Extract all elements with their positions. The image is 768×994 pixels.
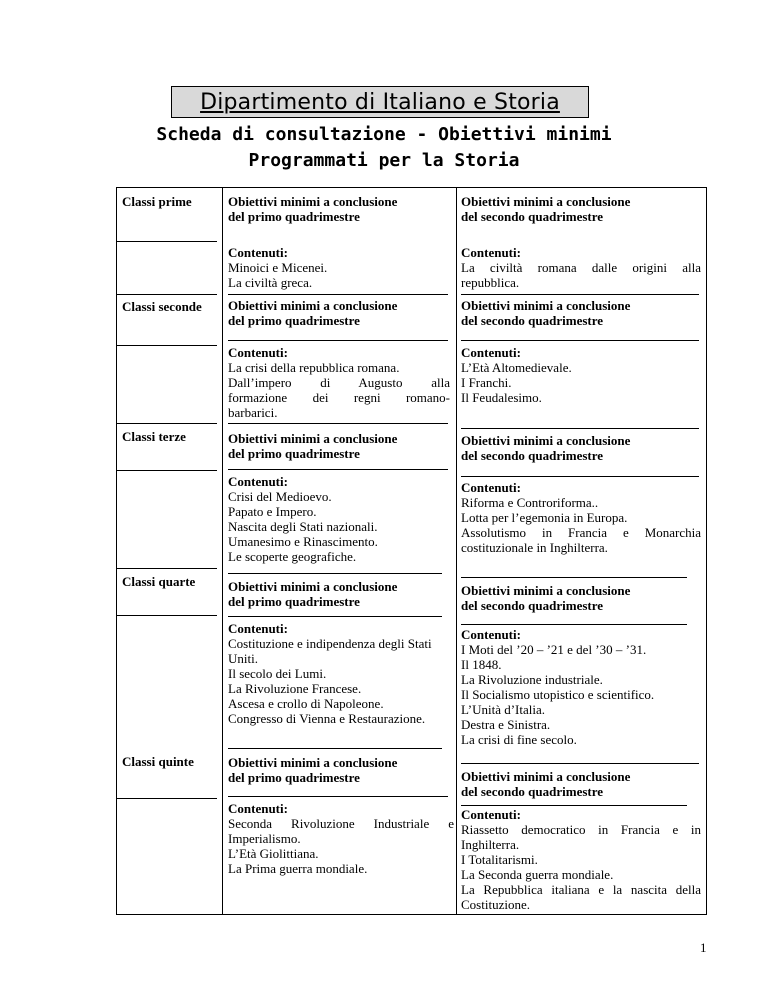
header-second-term: Obiettivi minimi a conclusione del secondo quadrimestre [461, 433, 631, 463]
contents-seconde-second: Contenuti: L’Età Altomedievale. I Franchi. Il Feudalesimo. [461, 345, 572, 405]
row-divider [461, 763, 699, 764]
department-title: Dipartimento di Italiano e Storia [200, 90, 560, 115]
contents-terze-second: Contenuti: Riforma e Controriforma.. Lotta per l’egemonia in Europa. Assolutismo in Francia e Monarchia costituzionale in Inghilterra. [461, 480, 701, 555]
row-divider [228, 748, 442, 749]
row-divider [461, 805, 687, 806]
objectives-table [116, 187, 707, 915]
row-divider [228, 616, 442, 617]
contents-quinte-second: Contenuti: Riassetto democratico in Francia e in Inghilterra. I Totalitarismi. La Seconda guerra mondiale. La Repubblica italiana e la nascita della Costituzione. [461, 807, 701, 912]
row-divider [117, 615, 217, 616]
header-first-term: Obiettivi minimi a conclusione del primo quadrimestre [228, 431, 398, 461]
row-divider [228, 796, 448, 797]
row-divider [228, 294, 448, 295]
header-second-term: Obiettivi minimi a conclusione del secondo quadrimestre [461, 298, 631, 328]
header-second-term: Obiettivi minimi a conclusione del secondo quadrimestre [461, 769, 631, 799]
class-label-quinte: Classi quinte [122, 754, 194, 769]
row-divider [461, 577, 687, 578]
row-divider [117, 423, 217, 424]
row-divider [228, 423, 448, 424]
header-second-term: Obiettivi minimi a conclusione del secondo quadrimestre [461, 194, 631, 224]
class-label-quarte: Classi quarte [122, 574, 196, 589]
page-number: 1 [700, 940, 707, 955]
subtitle-line-2: Programmati per la Storia [248, 150, 520, 171]
contents-quarte-first: Contenuti: Costituzione e indipendenza degli Stati Uniti. Il secolo dei Lumi. La Rivoluzione Francese. Ascesa e crollo di Napoleone. Congresso di Vienna e Restaurazione. [228, 621, 432, 726]
contents-seconde-first: Contenuti: La crisi della repubblica romana. Dall’impero di Augusto alla formazione dei regni romano- barbarici. [228, 345, 450, 420]
contents-prime-second: Contenuti: La civiltà romana dalle origini alla repubblica. [461, 245, 701, 290]
department-title-box [171, 86, 589, 118]
class-label-terze: Classi terze [122, 429, 186, 444]
class-label-seconde: Classi seconde [122, 299, 202, 314]
header-first-term: Obiettivi minimi a conclusione del primo quadrimestre [228, 579, 398, 609]
header-first-term: Obiettivi minimi a conclusione del primo quadrimestre [228, 298, 398, 328]
column-divider [456, 188, 457, 914]
row-divider [461, 476, 699, 477]
subtitle-line-1: Scheda di consultazione - Obiettivi minimi [156, 124, 612, 145]
contents-prime-first: Contenuti: Minoici e Micenei. La civiltà greca. [228, 245, 328, 290]
row-divider [117, 568, 217, 569]
row-divider [228, 340, 448, 341]
row-divider [117, 798, 217, 799]
row-divider [461, 624, 687, 625]
contents-terze-first: Contenuti: Crisi del Medioevo. Papato e Impero. Nascita degli Stati nazionali. Umanesimo e Rinascimento. Le scoperte geografiche. [228, 474, 378, 564]
contents-quinte-first: Contenuti: Seconda Rivoluzione Industriale e Imperialismo. L’Età Giolittiana. La Prima guerra mondiale. [228, 801, 454, 876]
column-divider [222, 188, 223, 914]
class-label-prime: Classi prime [122, 194, 192, 209]
row-divider [117, 294, 217, 295]
row-divider [117, 345, 217, 346]
row-divider [117, 241, 217, 242]
row-divider [461, 340, 699, 341]
row-divider [461, 428, 699, 429]
header-first-term: Obiettivi minimi a conclusione del primo quadrimestre [228, 194, 398, 224]
row-divider [228, 573, 442, 574]
header-first-term: Obiettivi minimi a conclusione del primo quadrimestre [228, 755, 398, 785]
row-divider [461, 294, 699, 295]
header-second-term: Obiettivi minimi a conclusione del secondo quadrimestre [461, 583, 631, 613]
contents-quarte-second: Contenuti: I Moti del ’20 – ’21 e del ’30 – ’31. Il 1848. La Rivoluzione industriale. Il Socialismo utopistico e scientifico. L’Unità d’Italia. Destra e Sinistra. La crisi di fine secolo. [461, 627, 655, 747]
row-divider [228, 469, 448, 470]
row-divider [117, 470, 217, 471]
